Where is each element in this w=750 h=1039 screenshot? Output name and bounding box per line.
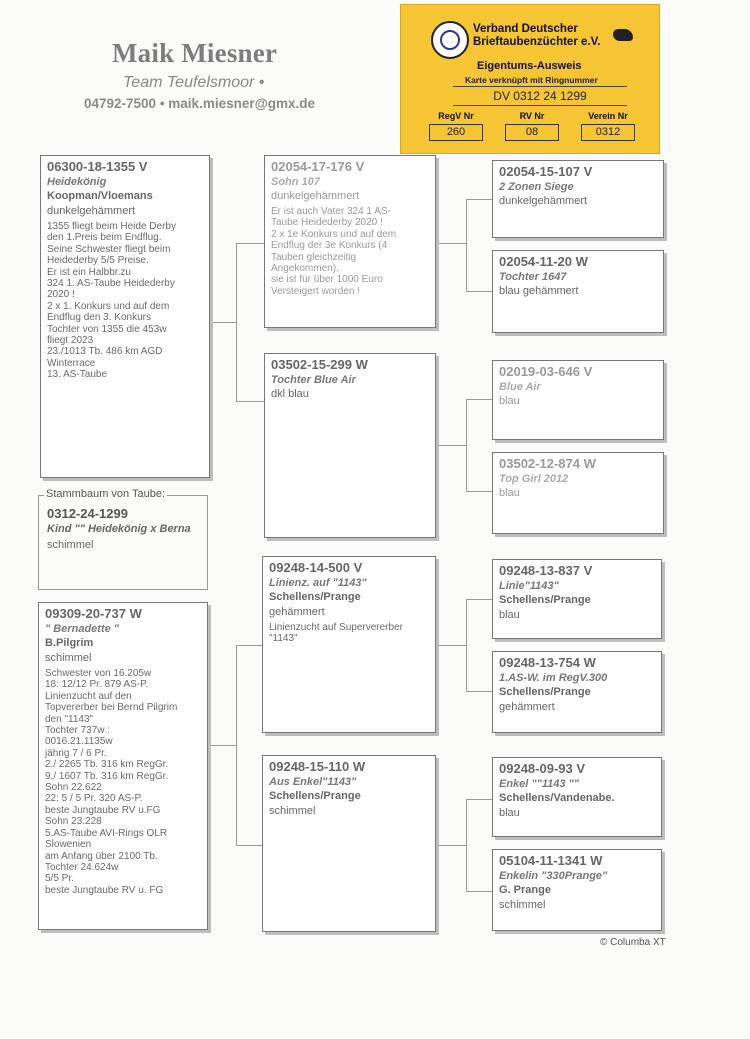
pigeon-breeder: B.Pilgrim <box>45 637 94 649</box>
pigeon-ring-id: 02054-15-107 V <box>499 164 593 179</box>
card-field-regv: RegV Nr 260 <box>429 111 483 141</box>
note-line: 9./ 1607 Tb. 316 km RegGr. <box>45 770 169 782</box>
great-grandparent-card <box>492 250 664 333</box>
pigeon-ring-id: 09248-14-500 V <box>269 560 363 575</box>
great-grandparent-card <box>492 360 664 440</box>
pigeon-ring-id: 05104-11-1341 W <box>499 853 603 868</box>
pigeon-ring-id: 02054-11-20 W <box>499 254 588 269</box>
note-line: 2020 ! <box>47 289 75 301</box>
pigeon-ring-id: 09309-20-737 W <box>45 606 142 621</box>
pigeon-color: dunkelgehämmert <box>271 190 360 202</box>
subject-pigeon <box>38 495 208 590</box>
great-grandparent-card <box>492 849 662 931</box>
pigeon-color: blau gehämmert <box>499 285 579 297</box>
note-line: 324 1. AS-Taube Heidederby <box>47 278 175 290</box>
note-line: Linienzucht auf den <box>45 690 132 702</box>
note-line: Angekommen). <box>271 263 339 275</box>
note-line: Endflug den 3. Konkurs <box>47 312 151 324</box>
connector <box>466 491 492 492</box>
pigeon-notes <box>271 206 429 297</box>
pigeon-breeder: Schellens/Prange <box>269 790 361 802</box>
connector <box>466 799 492 800</box>
pigeon-color: schimmel <box>499 899 546 911</box>
connector <box>466 399 492 400</box>
connector <box>236 645 262 646</box>
note-line: 0016.21.1135w <box>45 736 113 748</box>
connector <box>466 799 467 891</box>
pigeon-breeder: Schellens/Prange <box>499 686 591 698</box>
pigeon-ring-id: 06300-18-1355 V <box>47 159 148 174</box>
pigeon-breeder: Schellens/Prange <box>499 594 591 606</box>
pigeon-ring-id: 09248-09-93 V <box>499 761 586 776</box>
card-field-rv: RV Nr 08 <box>505 111 559 141</box>
grandparent-card <box>262 556 436 733</box>
note-line: Sohn 22.622 <box>45 782 102 794</box>
connector <box>466 599 467 691</box>
pigeon-color: dunkelgehämmert <box>47 205 136 217</box>
great-grandparent-card <box>492 452 664 534</box>
note-line: Linienzucht auf Supervererber <box>269 622 403 633</box>
pigeon-name: Linienz. auf "1143" <box>269 577 367 589</box>
note-line: Endflug der 3e Konkurs (4 <box>271 240 388 252</box>
pigeon-icon <box>613 29 633 41</box>
pigeon-name: Tochter Blue Air <box>271 374 356 386</box>
great-grandparent-card <box>492 651 662 733</box>
note-line: 5.AS-Taube AVI-Rings OLR <box>45 827 168 839</box>
note-line: 2 x 1. Konkurs und auf dem <box>47 300 170 312</box>
pigeon-ring-id: 03502-15-299 W <box>271 357 368 372</box>
note-line: beste Jungtaube RV u.FG <box>45 804 161 816</box>
connector <box>466 291 492 292</box>
pigeon-name: Linie"1143" <box>499 580 559 592</box>
ownership-card <box>400 4 660 154</box>
pigeon-ring-id: 09248-13-754 W <box>499 655 596 670</box>
connector <box>466 199 492 200</box>
pigeon-color: gehämmert <box>499 701 555 713</box>
connector <box>236 401 264 402</box>
note-line: "1143" <box>269 633 298 645</box>
pedigree-label: Stammbaum von Taube: <box>46 488 166 500</box>
pigeon-color: blau <box>499 487 520 499</box>
subject-color: schimmel <box>47 539 94 551</box>
note-line: Versteigert worden ! <box>271 285 360 297</box>
connector <box>466 599 492 600</box>
note-line: beste Jungtaube RV u. FG <box>45 884 164 896</box>
connector <box>436 243 466 244</box>
note-line: 1355 fliegt beim Heide Derby <box>47 221 176 232</box>
connector <box>436 845 466 846</box>
dam-card <box>38 602 208 930</box>
pigeon-notes <box>269 622 429 645</box>
connector <box>466 399 467 491</box>
great-grandparent-card <box>492 757 662 837</box>
pigeon-ring-id: 09248-15-110 W <box>269 759 366 774</box>
pigeon-color: gehämmert <box>269 606 325 618</box>
note-line: 5/5 Pr. <box>45 873 74 885</box>
connector <box>466 691 492 692</box>
pigeon-breeder: G. Prange <box>499 884 551 896</box>
pigeon-color: schimmel <box>269 805 316 817</box>
grandparent-card <box>264 353 436 538</box>
pigeon-notes <box>45 668 201 896</box>
note-line: Slowenien <box>45 839 92 851</box>
subject-ring-id: 0312-24-1299 <box>47 506 128 521</box>
pigeon-name: Aus Enkel"1143" <box>269 776 357 788</box>
connector <box>436 445 466 446</box>
note-line: Er ist auch Vater 324 1 AS- <box>271 206 391 217</box>
pigeon-color: dkl blau <box>271 388 309 400</box>
pigeon-ring-id: 09248-13-837 V <box>499 563 593 578</box>
card-note: Karte verknüpft mit Ringnummer <box>465 75 598 85</box>
note-line: 2 x 1e Konkurs und auf dem <box>271 228 397 240</box>
note-line: jährig 7 / 6 Pr. <box>45 747 107 759</box>
pigeon-color: dunkelgehämmert <box>499 195 588 207</box>
note-line: Taube Heidederby 2020 ! <box>271 217 383 229</box>
connector <box>236 845 262 846</box>
connector <box>236 243 237 401</box>
connector <box>236 243 264 244</box>
note-line: Winterrace <box>47 357 96 369</box>
pigeon-name: Blue Air <box>499 381 541 393</box>
sire-card <box>40 155 210 478</box>
connector <box>466 891 492 892</box>
note-line: 18: 12/12 Pr. 879 AS-P. <box>45 679 149 691</box>
copyright: © Columba XT <box>600 937 666 948</box>
note-line: 2./ 2265 Tb. 316 km RegGr. <box>45 759 169 771</box>
pigeon-breeder: Schellens/Prange <box>269 591 361 603</box>
pigeon-breeder: Koopman/Vloemans <box>47 190 153 202</box>
card-title: Eigentums-Ausweis <box>477 60 582 72</box>
note-line: sie ist für über 1000 Euro <box>271 274 383 286</box>
card-field-verein: Verein Nr 0312 <box>581 111 635 141</box>
note-line: Tauben gleichzeitig <box>271 251 357 263</box>
grandparent-card <box>262 755 436 932</box>
note-line: Tochter 737w : <box>45 725 111 737</box>
note-line: am Anfang über 2100 Tb. <box>45 850 158 862</box>
grandparent-card <box>264 155 436 328</box>
contact-info: 04792-7500 • maik.miesner@gmx.de <box>84 96 316 111</box>
pigeon-name: 2 Zonen Siege <box>499 181 574 193</box>
card-organization: Verband Deutscher Brieftaubenzüchter e.V. <box>473 23 601 48</box>
pigeon-ring-id: 02054-17-176 V <box>271 159 365 174</box>
note-line: Topvererber bei Bernd Pilgrim <box>45 702 178 714</box>
pigeon-breeder: Schellens/Vandenabe. <box>499 792 615 804</box>
connector <box>466 199 467 291</box>
pigeon-notes <box>47 221 203 381</box>
note-line: den "1143" <box>45 713 94 725</box>
connector <box>436 645 466 646</box>
note-line: Heidederby 5/5 Preise. <box>47 255 149 267</box>
connector <box>210 322 236 323</box>
connector <box>208 745 236 746</box>
pigeon-name: Heidekönig <box>47 176 107 188</box>
card-ring-number: DV 0312 24 1299 <box>453 86 627 106</box>
pigeon-name: Enkelin "330Prange" <box>499 870 608 882</box>
pigeon-name: Tochter 1647 <box>499 271 567 283</box>
pigeon-ring-id: 03502-12-874 W <box>499 456 596 471</box>
pigeon-color: blau <box>499 807 520 819</box>
note-line: Schwester von 16.205w <box>45 668 152 679</box>
pigeon-color: blau <box>499 395 520 407</box>
note-line: 23./1013 Tb. 486 km AGD <box>47 346 163 358</box>
pigeon-name: Sohn 107 <box>271 176 320 188</box>
note-line: 22: 5 / 5 Pr. 320 AS-P. <box>45 793 143 805</box>
pigeon-ring-id: 02019-03-646 V <box>499 364 593 379</box>
great-grandparent-card <box>492 160 664 238</box>
note-line: fliegt 2023 <box>47 335 94 347</box>
breeder-name: Maik Miesner <box>112 38 278 68</box>
note-line: Er ist ein Halbbr.zu <box>47 266 131 278</box>
association-logo-icon <box>431 21 469 59</box>
team-name: Team Teufelsmoor • <box>123 74 265 91</box>
connector <box>236 645 237 845</box>
pigeon-color: schimmel <box>45 652 92 664</box>
note-line: 13. AS-Taube <box>47 369 108 381</box>
subject-name: Kind "" Heidekönig x Berna <box>47 523 191 535</box>
pigeon-name: 1.AS-W. im RegV.300 <box>499 672 608 684</box>
great-grandparent-card <box>492 559 662 639</box>
pigeon-color: blau <box>499 609 520 621</box>
pigeon-name: Top Girl 2012 <box>499 473 569 485</box>
note-line: Tochter 24.624w <box>45 861 119 873</box>
note-line: Seine Schwester fliegt beim <box>47 243 171 255</box>
pigeon-name: " Bernadette " <box>45 623 120 635</box>
note-line: Sohn 23.228 <box>45 816 102 828</box>
note-line: Tochter von 1355 die 453w <box>47 323 167 335</box>
pigeon-name: Enkel ""1143 "" <box>499 778 579 790</box>
note-line: den 1.Preis beim Endflug. <box>47 232 162 244</box>
